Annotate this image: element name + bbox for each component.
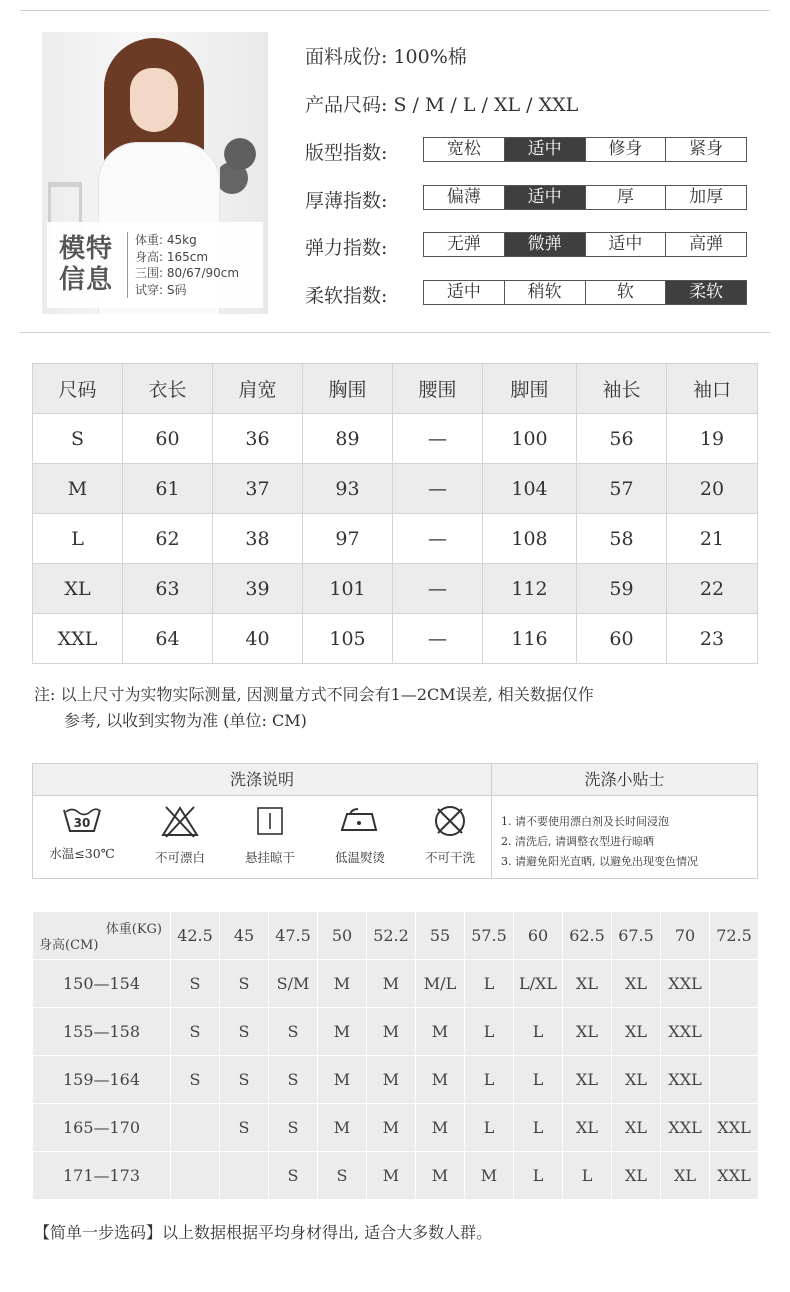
wash-30-label: 水温≤30℃ <box>49 846 115 861</box>
size-table-cell: 60 <box>577 614 667 664</box>
recommend-header-row <box>33 912 759 960</box>
recommend-size-cell: M <box>318 960 367 1008</box>
size-table-header-cell: 袖长 <box>577 364 667 414</box>
size-table-cell: 112 <box>483 564 577 614</box>
weight-header-cell: 45 <box>220 912 269 960</box>
scale-label: 版型指数: <box>305 142 388 164</box>
size-table-cell: 40 <box>213 614 303 664</box>
size-table-cell: M <box>33 464 123 514</box>
recommend-size-cell: XL <box>612 1104 661 1152</box>
scale-option-selected: 适中 <box>505 138 586 161</box>
recommend-size-cell: S <box>220 960 269 1008</box>
size-table-cell: 105 <box>303 614 393 664</box>
recommend-size-cell: L <box>465 960 514 1008</box>
size-table-header-cell: 袖口 <box>667 364 758 414</box>
weight-header-cell: 47.5 <box>269 912 318 960</box>
recommend-row <box>33 1008 759 1056</box>
section-divider <box>20 332 770 333</box>
low-iron-label: 低温熨烫 <box>334 850 385 865</box>
recommend-size-cell: L <box>514 1056 563 1104</box>
recommend-size-cell: L <box>514 1152 563 1200</box>
size-table-cell: 60 <box>123 414 213 464</box>
recommend-size-cell: XL <box>563 1104 612 1152</box>
size-table-header-cell: 腰围 <box>393 364 483 414</box>
model-info-box <box>47 222 263 308</box>
recommend-size-cell: M <box>367 1056 416 1104</box>
size-table-cell: — <box>393 514 483 564</box>
scale-option: 适中 <box>586 233 667 256</box>
scale-bar <box>423 280 747 305</box>
wash-30-item <box>37 804 127 862</box>
model-weight: 体重: 45kg <box>135 233 197 247</box>
scale-option: 紧身 <box>689 139 724 159</box>
recommend-size-cell: XXL <box>661 1008 710 1056</box>
size-table-cell: 108 <box>483 514 577 564</box>
recommend-size-cell: S <box>220 1104 269 1152</box>
size-table-cell: 61 <box>123 464 213 514</box>
weight-header-cell: 60 <box>514 912 563 960</box>
weight-header-cell: 52.2 <box>367 912 416 960</box>
size-table-cell: 116 <box>483 614 577 664</box>
scale-option-selected: 适中 <box>505 186 586 209</box>
top-divider <box>20 10 770 11</box>
recommend-size-cell: L <box>465 1104 514 1152</box>
weight-header-cell: 67.5 <box>612 912 661 960</box>
scale-label: 厚薄指数: <box>305 190 388 212</box>
washing-tip-1: 1. 请不要使用漂白剂及长时间浸泡 <box>501 815 669 828</box>
size-table-cell: — <box>393 564 483 614</box>
recommend-size-cell: M <box>318 1104 367 1152</box>
height-range-cell: 171—173 <box>33 1152 171 1200</box>
scale-option: 加厚 <box>689 187 724 207</box>
recommend-size-cell: XXL <box>661 1104 710 1152</box>
wash-temp-text: 30 <box>73 816 91 830</box>
weight-header-cell: 42.5 <box>171 912 220 960</box>
washing-tip-2: 2. 清洗后, 请调整衣型进行晾晒 <box>501 835 654 848</box>
recommend-size-cell: XL <box>612 960 661 1008</box>
recommend-size-cell: M <box>318 1008 367 1056</box>
recommend-size-cell: L <box>465 1008 514 1056</box>
note-line-2: 参考, 以收到实物为准 (单位: CM) <box>64 711 307 730</box>
size-table-header-cell: 肩宽 <box>213 364 303 414</box>
note-line-1: 注: 以上尺寸为实物实际测量, 因测量方式不同会有1—2CM误差, 相关数据仅作 <box>34 685 594 704</box>
recommend-size-cell: M <box>416 1104 465 1152</box>
recommend-size-cell <box>171 1152 220 1200</box>
size-table-row <box>33 614 758 664</box>
size-table-row <box>33 464 758 514</box>
low-iron-item <box>315 804 405 866</box>
size-table-cell: 36 <box>213 414 303 464</box>
height-range-cell: 159—164 <box>33 1056 171 1104</box>
size-table-cell: 39 <box>213 564 303 614</box>
size-table-header-cell: 尺码 <box>33 364 123 414</box>
size-table-row <box>33 514 758 564</box>
recommend-size-cell: M <box>318 1056 367 1104</box>
size-table-cell: 58 <box>577 514 667 564</box>
scale-option: 稍软 <box>505 281 586 304</box>
no-dry-clean-label: 不可干洗 <box>424 850 475 865</box>
model-face <box>130 68 178 132</box>
recommend-size-cell: L <box>514 1104 563 1152</box>
model-info-separator <box>127 232 128 298</box>
recommend-size-cell: M <box>465 1152 514 1200</box>
recommend-size-cell: S <box>220 1008 269 1056</box>
no-dry-clean-icon <box>430 804 470 838</box>
recommend-size-cell: M <box>367 1152 416 1200</box>
recommend-size-cell: L <box>465 1056 514 1104</box>
recommend-size-cell <box>220 1152 269 1200</box>
recommend-size-cell: S <box>318 1152 367 1200</box>
low-iron-icon <box>338 804 382 838</box>
size-table-cell: 59 <box>577 564 667 614</box>
model-measurements: 三围: 80/67/90cm <box>135 266 240 280</box>
size-table-cell: 56 <box>577 414 667 464</box>
recommend-size-cell: M <box>416 1056 465 1104</box>
hang-dry-item <box>225 804 315 866</box>
no-bleach-icon <box>160 804 200 838</box>
recommend-size-cell: S <box>269 1056 318 1104</box>
recommend-size-cell: XL <box>612 1056 661 1104</box>
scale-option: 厚 <box>586 186 667 209</box>
size-table-header-cell: 脚围 <box>483 364 577 414</box>
size-table-cell: L <box>33 514 123 564</box>
recommend-size-cell: M <box>367 960 416 1008</box>
model-info-title-line2: 信息 <box>59 265 114 295</box>
washing-tips-title: 洗涤小贴士 <box>491 764 757 796</box>
size-table-cell: — <box>393 614 483 664</box>
recommend-row <box>33 1056 759 1104</box>
no-bleach-item <box>135 804 225 866</box>
scale-label: 弹力指数: <box>305 237 388 259</box>
size-table-cell: — <box>393 464 483 514</box>
recommend-size-cell: M/L <box>416 960 465 1008</box>
recommend-size-cell: M <box>416 1152 465 1200</box>
weight-header-cell: 57.5 <box>465 912 514 960</box>
scale-option: 软 <box>586 281 667 304</box>
recommend-size-cell: S <box>171 1056 220 1104</box>
measurement-note <box>34 682 754 734</box>
size-table-cell: 100 <box>483 414 577 464</box>
no-dry-clean-item <box>405 804 495 866</box>
model-info-title <box>59 234 119 296</box>
weight-header-cell: 72.5 <box>710 912 759 960</box>
recommend-size-cell: S <box>171 1008 220 1056</box>
scale-bar <box>423 137 747 162</box>
size-table-cell: 37 <box>213 464 303 514</box>
size-table <box>32 363 758 664</box>
size-recommendation-table <box>32 911 759 1200</box>
scale-option: 宽松 <box>424 138 505 161</box>
weight-axis-label: 体重(KG) <box>105 922 162 937</box>
height-range-cell: 150—154 <box>33 960 171 1008</box>
weight-header-cell: 55 <box>416 912 465 960</box>
recommend-size-cell: S <box>220 1056 269 1104</box>
size-table-cell: 57 <box>577 464 667 514</box>
size-table-cell: 23 <box>667 614 758 664</box>
size-table-cell: S <box>33 414 123 464</box>
no-bleach-label: 不可漂白 <box>154 850 205 865</box>
size-table-cell: 38 <box>213 514 303 564</box>
model-info-title-line1: 模特 <box>59 234 114 264</box>
size-table-cell: 19 <box>667 414 758 464</box>
recommend-size-cell: XL <box>612 1152 661 1200</box>
scale-label: 柔软指数: <box>305 285 388 307</box>
scale-bar <box>423 185 747 210</box>
recommend-size-cell: S <box>269 1152 318 1200</box>
footer-note: 【简单一步选码】以上数据根据平均身材得出, 适合大多数人群。 <box>34 1223 493 1242</box>
scale-option: 无弹 <box>424 233 505 256</box>
size-table-cell: 64 <box>123 614 213 664</box>
scale-option: 偏薄 <box>424 186 505 209</box>
size-table-header-cell: 衣长 <box>123 364 213 414</box>
recommend-size-cell <box>710 1008 759 1056</box>
recommend-size-cell: XL <box>563 1056 612 1104</box>
scale-bar <box>423 232 747 257</box>
model-height: 身高: 165cm <box>135 249 209 264</box>
recommend-size-cell: S <box>171 960 220 1008</box>
recommend-size-cell: M <box>367 1104 416 1152</box>
recommend-size-cell: XXL <box>710 1104 759 1152</box>
recommend-corner-cell <box>33 912 171 960</box>
recommend-size-cell: S/M <box>269 960 318 1008</box>
size-table-cell: 104 <box>483 464 577 514</box>
size-table-cell: 93 <box>303 464 393 514</box>
size-table-cell: — <box>393 414 483 464</box>
size-table-cell: 62 <box>123 514 213 564</box>
wash-30-icon <box>62 804 102 834</box>
scale-option-selected: 柔软 <box>666 281 746 304</box>
recommend-size-cell <box>710 960 759 1008</box>
size-table-cell: 97 <box>303 514 393 564</box>
recommend-size-cell: XXL <box>661 960 710 1008</box>
recommend-size-cell: M <box>367 1008 416 1056</box>
washing-tips <box>501 812 698 872</box>
weight-header-cell: 50 <box>318 912 367 960</box>
recommend-size-cell: XL <box>661 1152 710 1200</box>
recommend-size-cell: XXL <box>661 1056 710 1104</box>
recommend-size-cell: XL <box>612 1008 661 1056</box>
size-table-row <box>33 564 758 614</box>
size-table-header-cell: 胸围 <box>303 364 393 414</box>
scale-option-selected: 微弹 <box>505 233 586 256</box>
recommend-size-cell: XXL <box>710 1152 759 1200</box>
height-range-cell: 155—158 <box>33 1008 171 1056</box>
hang-dry-label: 悬挂晾干 <box>244 850 295 865</box>
size-table-row <box>33 414 758 464</box>
recommend-row <box>33 960 759 1008</box>
size-table-cell: XL <box>33 564 123 614</box>
scale-option: 高弹 <box>689 234 724 254</box>
plant-decoration <box>220 122 260 202</box>
size-table-cell: 21 <box>667 514 758 564</box>
size-table-cell: 89 <box>303 414 393 464</box>
height-axis-label: 身高(CM) <box>39 938 99 953</box>
hang-dry-icon <box>250 804 290 838</box>
recommend-size-cell: L <box>514 1008 563 1056</box>
model-tried-size: 试穿: S码 <box>135 282 187 297</box>
size-table-cell: 20 <box>667 464 758 514</box>
recommend-row <box>33 1104 759 1152</box>
product-sizes: 产品尺码: S / M / L / XL / XXL <box>305 94 579 116</box>
recommend-size-cell: S <box>269 1008 318 1056</box>
recommend-size-cell: XL <box>563 960 612 1008</box>
model-info-lines <box>135 232 239 298</box>
weight-header-cell: 62.5 <box>563 912 612 960</box>
recommend-size-cell: L <box>563 1152 612 1200</box>
scale-option: 适中 <box>424 281 505 304</box>
washing-title: 洗涤说明 <box>33 764 491 796</box>
fabric-composition: 面料成份: 100%棉 <box>305 46 467 68</box>
size-table-header <box>33 364 758 414</box>
size-table-cell: 63 <box>123 564 213 614</box>
washing-tip-3: 3. 请避免阳光直晒, 以避免出现变色情况 <box>501 855 698 868</box>
height-range-cell: 165—170 <box>33 1104 171 1152</box>
recommend-size-cell <box>171 1104 220 1152</box>
recommend-size-cell: S <box>269 1104 318 1152</box>
recommend-size-cell: L/XL <box>514 960 563 1008</box>
size-table-cell: 22 <box>667 564 758 614</box>
scale-option: 修身 <box>586 138 667 161</box>
size-table-cell: XXL <box>33 614 123 664</box>
recommend-size-cell: XL <box>563 1008 612 1056</box>
recommend-size-cell: M <box>416 1008 465 1056</box>
size-table-cell: 101 <box>303 564 393 614</box>
recommend-size-cell <box>710 1056 759 1104</box>
weight-header-cell: 70 <box>661 912 710 960</box>
washing-section <box>32 763 758 879</box>
recommend-row <box>33 1152 759 1200</box>
model-photo <box>42 32 268 314</box>
